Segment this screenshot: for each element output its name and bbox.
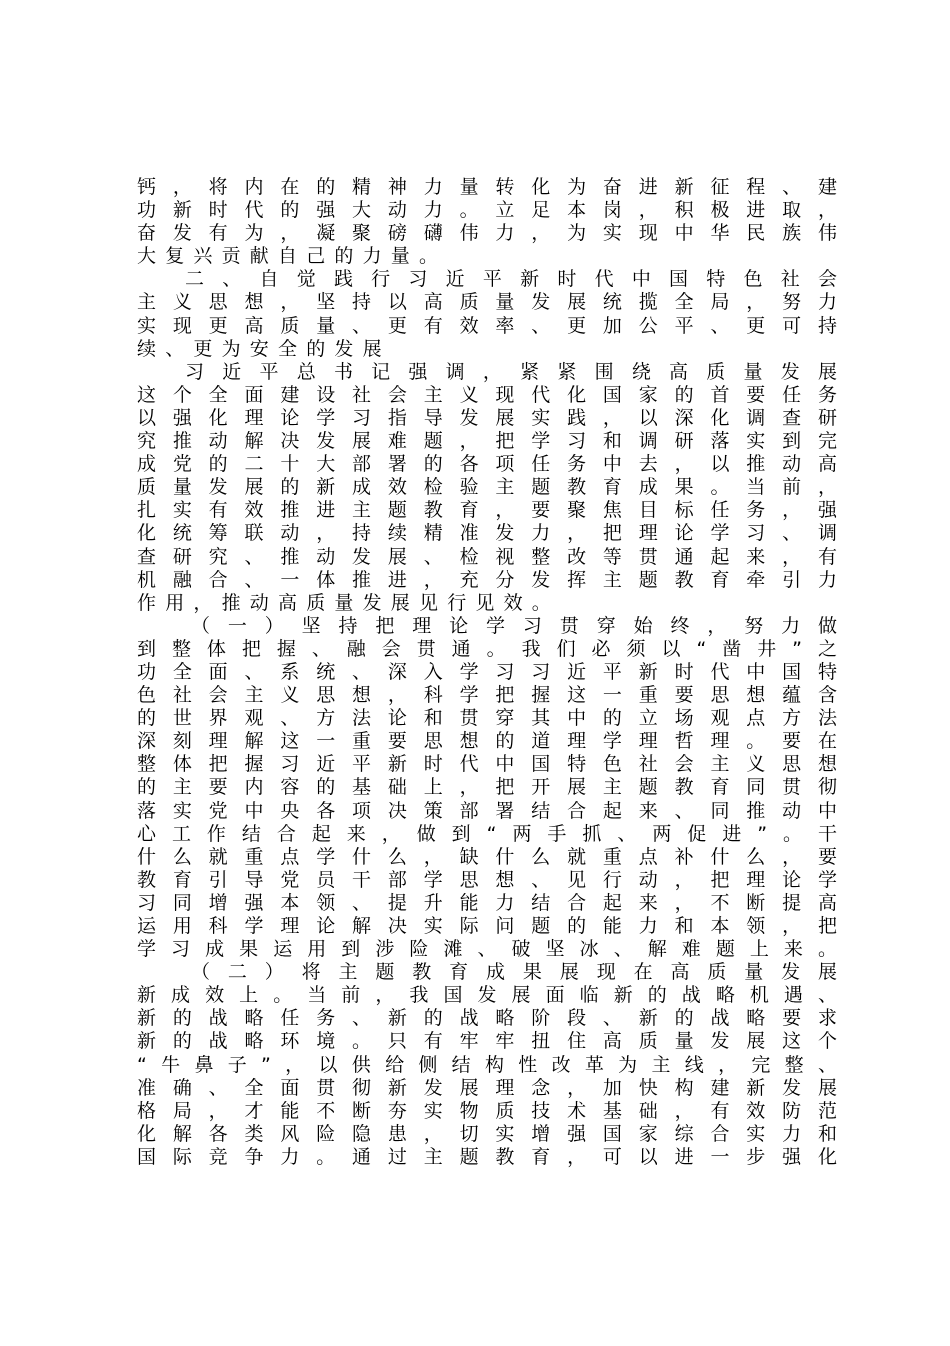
section-heading-line: 主义思想，坚持以高质量发展统揽全局，努力 bbox=[137, 291, 837, 314]
subsection-heading-line: （一）坚持把理论学习贯穿始终，努力做 bbox=[191, 614, 837, 637]
text-line: 查研究、推动发展、检视整改等贯通起来，有 bbox=[137, 545, 837, 568]
text-line: 国际竞争力。通过主题教育，可以进一步强化 bbox=[137, 1145, 837, 1168]
text-line: 整体把握习近平新时代中国特色社会主义思想 bbox=[137, 753, 837, 776]
text-line: 到整体把握、融会贯通。我们必须以“凿井”之 bbox=[137, 637, 837, 660]
text-line: 扎实有效推进主题教育，要聚焦目标任务，强 bbox=[137, 499, 837, 522]
section-heading-line: 实现更高质量、更有效率、更加公平、更可持 bbox=[137, 314, 837, 337]
text-line: 成党的二十大部署的各项任务中去，以推动高 bbox=[137, 453, 837, 476]
text-line: 功全面、系统、深入学习习近平新时代中国特 bbox=[137, 660, 837, 683]
text-line: 的主要内容的基础上，把开展主题教育同贯彻 bbox=[137, 776, 837, 799]
text-line: 习近平总书记强调，紧紧围绕高质量发展 bbox=[185, 360, 837, 383]
text-line: 格局，才能不断夯实物质技术基础，有效防范 bbox=[137, 1099, 837, 1122]
text-line: 心工作结合起来，做到“两手抓、两促进”。干 bbox=[137, 822, 837, 845]
text-line: 新的战略环境。只有牢牢扭住高质量发展这个 bbox=[137, 1030, 837, 1053]
text-line: 习同增强本领、提升能力结合起来，不断提高 bbox=[137, 891, 837, 914]
subsection-heading-line: （二）将主题教育成果展现在高质量发展 bbox=[191, 961, 837, 984]
text-line: 作用，推动高质量发展见行见效。 bbox=[137, 591, 561, 614]
text-line: 新的战略任务、新的战略阶段、新的战略要求 bbox=[137, 1007, 837, 1030]
section-heading-line: 二、自觉践行习近平新时代中国特色社会 bbox=[185, 268, 837, 291]
text-line: 教育引导党员干部学思想、见行动，把理论学 bbox=[137, 868, 837, 891]
text-line: 奋发有为，凝聚磅礴伟力，为实现中华民族伟 bbox=[137, 222, 837, 245]
text-line: 以强化理论学习指导发展实践，以深化调查研 bbox=[137, 406, 837, 429]
text-line: 的世界观、方法论和贯穿其中的立场观点方法 bbox=[137, 707, 837, 730]
section-heading-line: 续、更为安全的发展 bbox=[137, 337, 391, 360]
text-line: 什么就重点学什么，缺什么就重点补什么，要 bbox=[137, 845, 837, 868]
text-line: 质量发展的新成效检验主题教育成果。当前， bbox=[137, 476, 837, 499]
body-text bbox=[137, 176, 837, 1169]
text-line: 究推动解决发展难题，把学习和调研落实到完 bbox=[137, 430, 837, 453]
text-line: 新成效上。当前，我国发展面临新的战略机遇、 bbox=[137, 984, 837, 1007]
text-line: 大复兴贡献自己的力量。 bbox=[137, 245, 448, 268]
text-line: 化统筹联动，持续精准发力，把理论学习、调 bbox=[137, 522, 837, 545]
text-line: 功新时代的强大动力。立足本岗，积极进取， bbox=[137, 199, 837, 222]
text-line: 学习成果运用到涉险滩、破坚冰、解难题上来。 bbox=[137, 938, 837, 961]
text-line: 深刻理解这一重要思想的道理学理哲理。要在 bbox=[137, 730, 837, 753]
text-line: 落实党中央各项决策部署结合起来、同推动中 bbox=[137, 799, 837, 822]
text-line: 色社会主义思想，科学把握这一重要思想蕴含 bbox=[137, 684, 837, 707]
text-line: 准确、全面贯彻新发展理念，加快构建新发展 bbox=[137, 1076, 837, 1099]
text-line: 运用科学理论解决实际问题的能力和本领，把 bbox=[137, 915, 837, 937]
text-line: 机融合、一体推进，充分发挥主题教育牵引力 bbox=[137, 568, 837, 591]
text-line: “牛鼻子”，以供给侧结构性改革为主线，完整、 bbox=[137, 1053, 837, 1076]
text-line: 这个全面建设社会主义现代化国家的首要任务 bbox=[137, 383, 837, 406]
text-line: 化解各类风险隐患，切实增强国家综合实力和 bbox=[137, 1122, 837, 1145]
text-line: 钙，将内在的精神力量转化为奋进新征程、建 bbox=[137, 176, 837, 198]
